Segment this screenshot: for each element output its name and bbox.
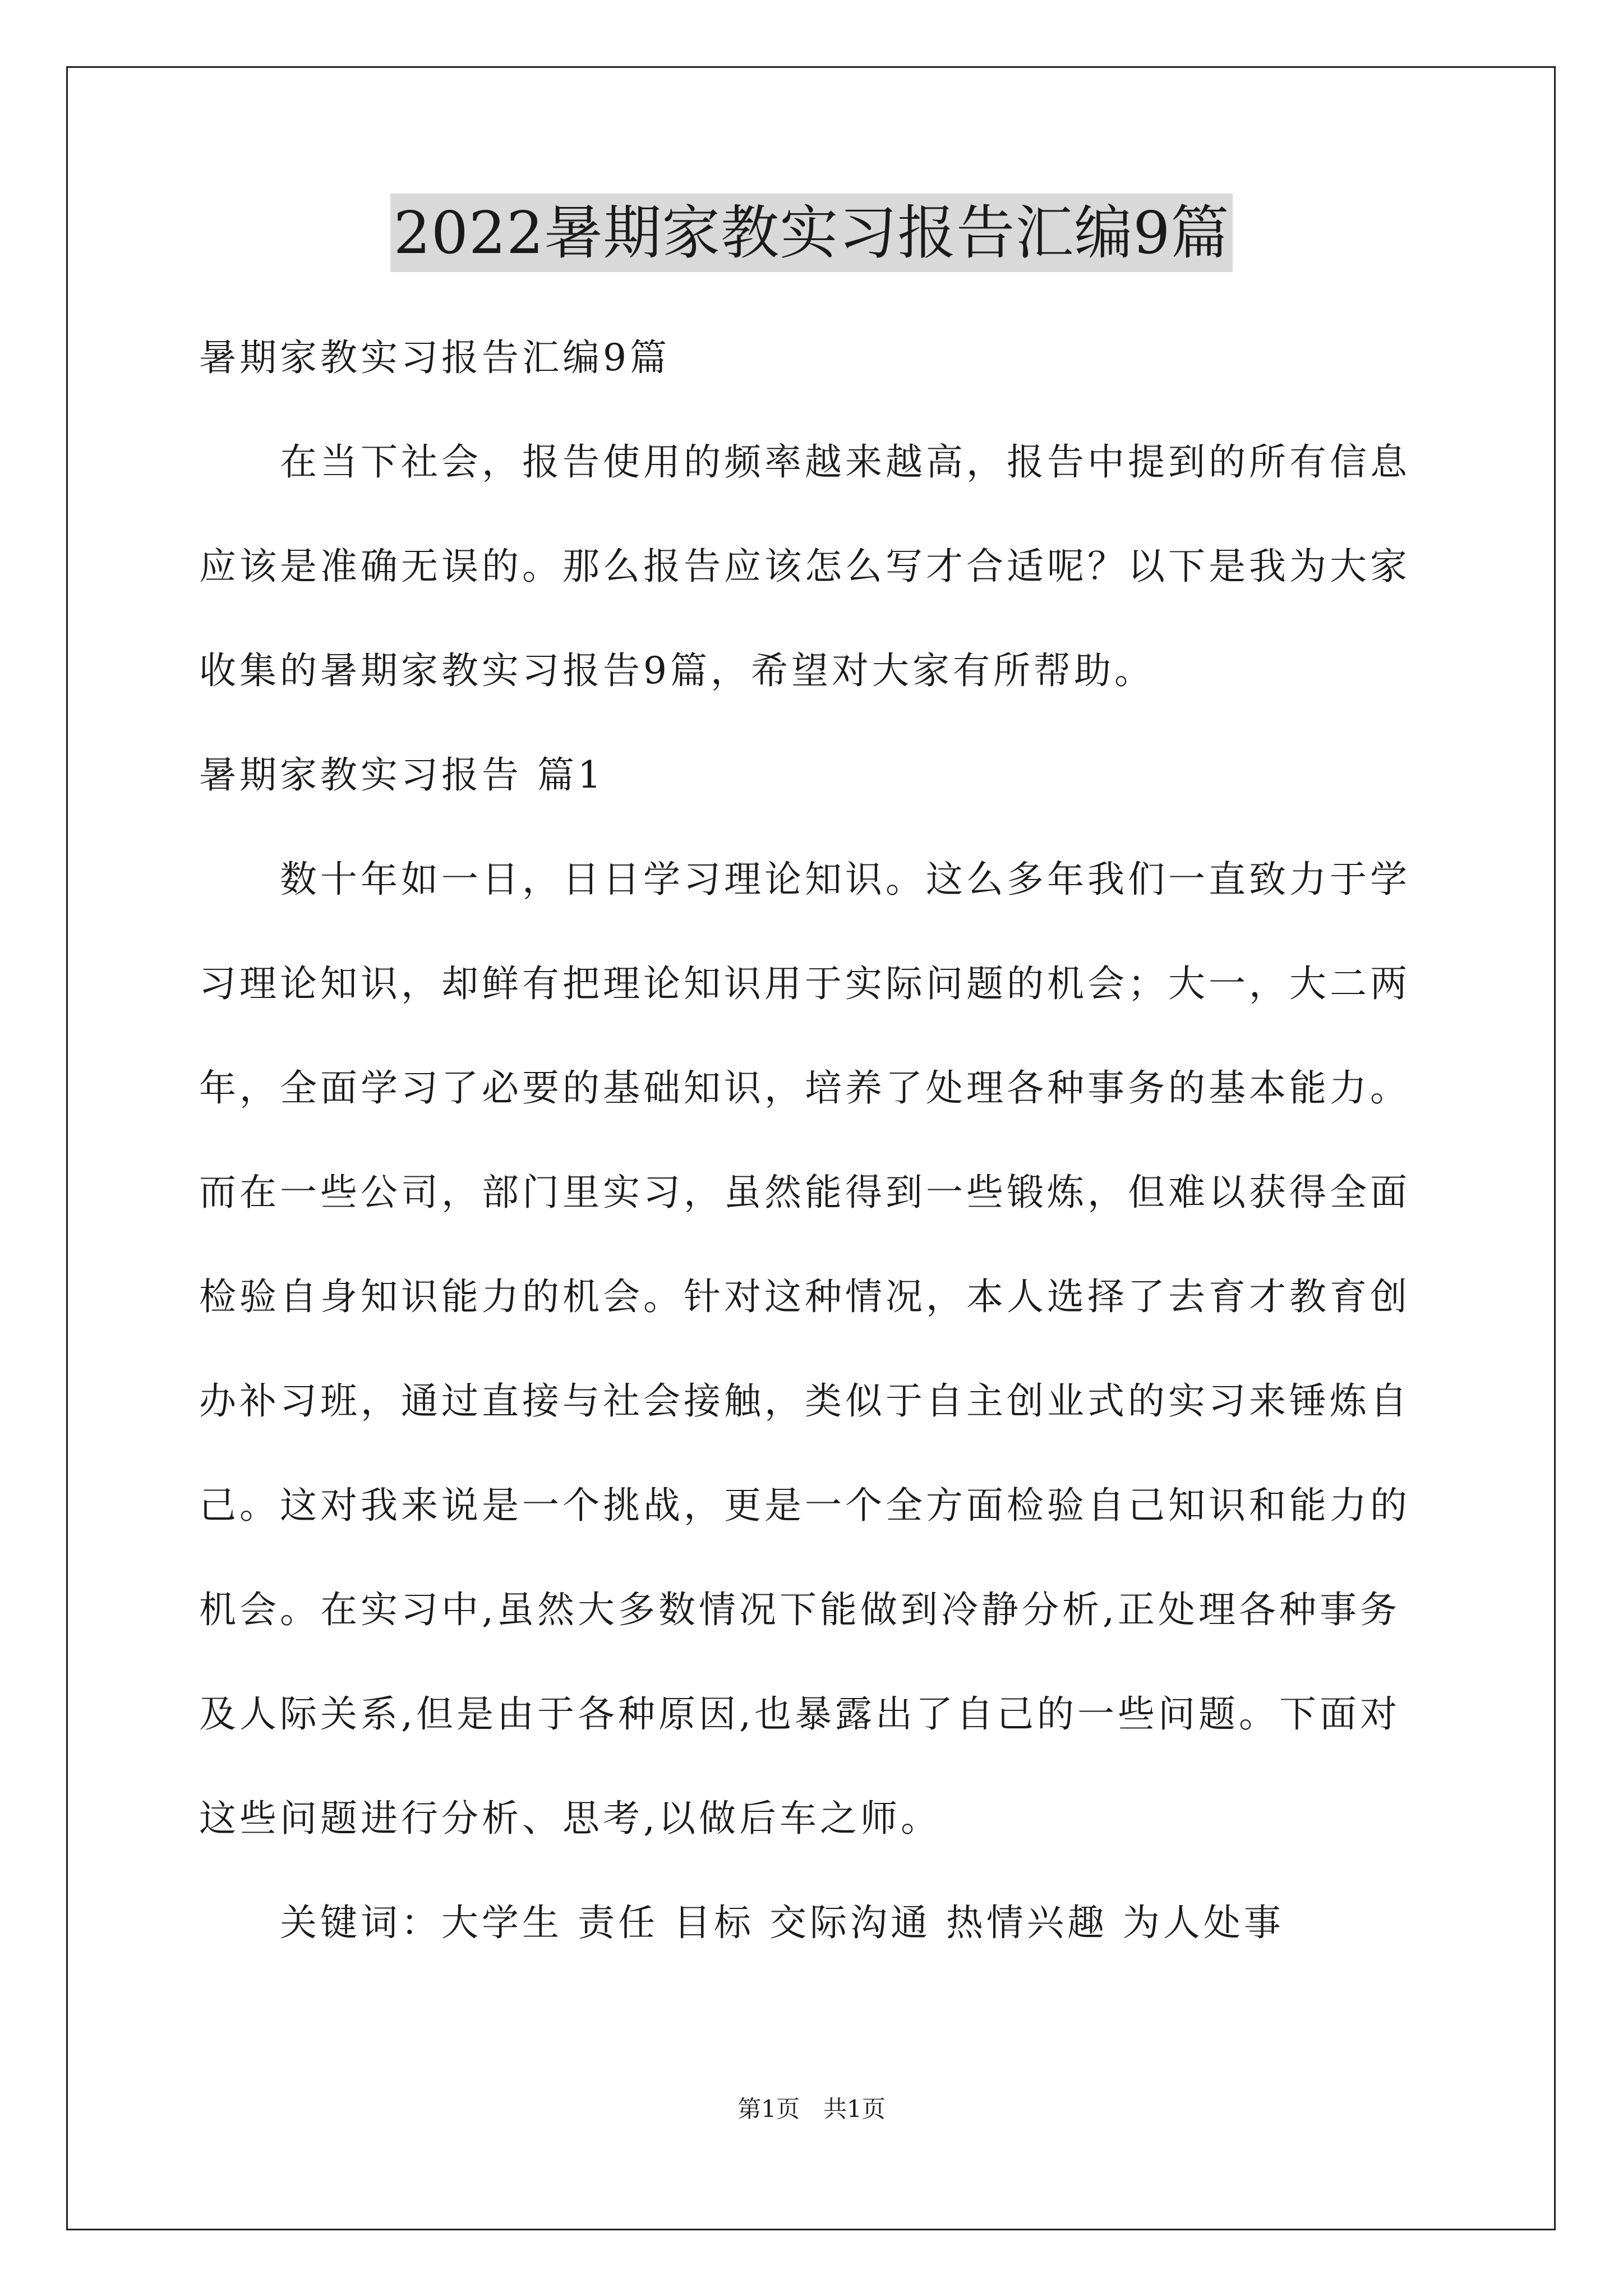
intro-line-1: 在当下社会，报告使用的频率越来越高，报告中提到的所有信息 xyxy=(280,440,1410,484)
keywords-line: 关键词：大学生 责任 目标 交际沟通 热情兴趣 为人处事 xyxy=(280,1901,1284,1944)
body-line-10: 这些问题进行分析、思考,以做后车之师。 xyxy=(199,1797,941,1840)
body-line-6: 办补习班，通过直接与社会接触，类似于自主创业式的实习来锤炼自 xyxy=(199,1379,1410,1423)
title-wrap xyxy=(0,194,1623,272)
body-line-3: 年，全面学习了必要的基础知识，培养了处理各种事务的基本能力。 xyxy=(199,1066,1410,1110)
body-line-5: 检验自身知识能力的机会。针对这种情况，本人选择了去育才教育创 xyxy=(199,1275,1410,1318)
section-heading: 暑期家教实习报告 篇1 xyxy=(199,753,605,797)
subtitle-line: 暑期家教实习报告汇编9篇 xyxy=(199,336,670,379)
document-body xyxy=(199,306,1427,1975)
body-line-1: 数十年如一日，日日学习理论知识。这么多年我们一直致力于学 xyxy=(280,858,1410,901)
body-line-2: 习理论知识，却鲜有把理论知识用于实际问题的机会；大一，大二两 xyxy=(199,962,1410,1005)
intro-line-2: 应该是准确无误的。那么报告应该怎么写才合适呢？以下是我为大家 xyxy=(199,545,1410,588)
body-line-4: 而在一些公司，部门里实习，虽然能得到一些锻炼，但难以获得全面 xyxy=(199,1171,1410,1214)
body-line-8: 机会。在实习中,虽然大多数情况下能做到冷静分析,正处理各种事务 xyxy=(199,1588,1400,1631)
document-title: 2022暑期家教实习报告汇编9篇 xyxy=(390,194,1233,272)
body-line-9: 及人际关系,但是由于各种原因,也暴露出了自己的一些问题。下面对 xyxy=(199,1692,1400,1736)
body-line-7: 己。这对我来说是一个挑战，更是一个全方面检验自己知识和能力的 xyxy=(199,1484,1410,1527)
intro-line-3: 收集的暑期家教实习报告9篇，希望对大家有所帮助。 xyxy=(199,649,1155,692)
page-footer: 第1页 共1页 xyxy=(737,2095,886,2123)
